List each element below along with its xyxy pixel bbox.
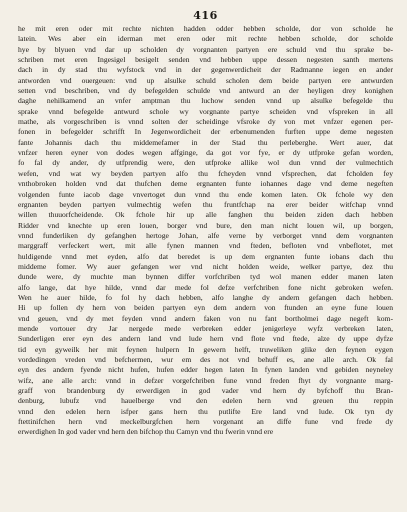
text-line: graff von brandenburg dy erwerdigen in god vader vnd hern dy byfchoff thu Bran- [18, 386, 393, 396]
text-line: Sunderligen erer eyn des andern land vnd lude hern vnd flote vnd ftede, alze dy uppe dyfze [18, 334, 393, 344]
text-line: daghe nehilkamend an vnfer amptman thu luchow senden vnnd up alsulke befegelde thu [18, 96, 393, 106]
page-number: 416 [193, 9, 218, 22]
text-line: Wen he auer hilde, fo fol hy dach hebben, alfo langhe dy andern gefangen dach hebben. [18, 292, 393, 302]
text-line: dunde were, dy muchte man bynnen differ vorfchriben tyd wol manen edder manen laten [18, 272, 393, 282]
text-line: vordedingen vreden vnd befchermen, wur em des not vnd behuff es, ane alle arch. Ok fal [18, 355, 393, 364]
text-line: vnnd den edelen hern isfper gans hern thu putlifte Ere land vnd lude. Ok tyn dy [18, 406, 393, 416]
text-line: middeme fomer. Wy auer gefangen wer vnd nicht holden weide, welker partye, dez thu [18, 261, 393, 271]
text-line: Ridder vnd knechte up eren louen, borger vnd bure, den man nicht louen wil, up borgen, [18, 220, 393, 230]
text-line: eyn des andern fyende nicht hufen, hufen edder hegen laten In fynen landen vnd gebiden neyneley [18, 365, 393, 375]
text-line: erwerdighen In god vader vnd hern den bifchop thu Camyn vnd thu fwerin vnnd ere [18, 427, 274, 437]
text-line: tid eyn gyweilk her mit feynen hulpern In gewern helft, truweliken glike den feynen eygen [18, 344, 393, 354]
text-line: schriben met eren Ingesigel besigelt senden vnd hebben uppe dessen negesten santh mertens [18, 55, 393, 65]
text-line: vnd geuen, vnd dy met feyden vnnd andern faken von nu fant bortholmei dage negeft kom- [18, 313, 393, 323]
text-line: ftettinifchen hern vnd meckelburgfchen hern vorgenant an diffe fune vnd frede dy [18, 417, 393, 427]
text-line: vnthobroken holden vnd dat thufchen deme ergnanten funte iohannes dage vnd deme negeften [18, 179, 393, 189]
text-line: fo fal dy ander, dy utfprendig were, den utfproke allike wol dun vnnd der vulmechtich [18, 158, 393, 168]
text-line: denburg, lubufz vnd hauelberge vnd den edelen hern vnd greuen thu reppin [18, 396, 393, 406]
text-line: marggraff verfeckert wert, mit alle fynen mannen vnd fteden, befloten vnd vnbeflotet, met [18, 241, 393, 251]
text-line: fonen in befegelder schrifft In Jegenwordicheit der erbenumenden furften uppe deme negesten [18, 127, 393, 137]
text-line: volgenden funte iacob dage vnvertoget dun vnnd thu ende komen laten. Ok fchole wy den [18, 189, 393, 199]
text-line: mathe, als vorgeschriben is vnnd solten der scheidinge vfsroke dy von met vnfzer egenen per- [18, 117, 393, 127]
text-line: willen thuuorfcheidende. Ok fchole hir up alle fanghen thu beiden ziden dach hebben [18, 210, 393, 220]
text-line: hye by blyuen vnd dar up scholden dy vorgnanten partyen ere schuld vnd thu sprake be- [18, 44, 393, 54]
text-line: huldigende vnnd met eyden, alfo dat beredet is up dem ergnanten funte iobans dach thu [18, 251, 393, 261]
text-line: Hi up follen dy hern von beiden partyen eyn dem andern von ftunden an eyne fune louen [18, 303, 393, 313]
body-text [18, 24, 393, 438]
text-line: he mit eren oder mit rechte nichten hadden odder hebben scholde, dor von scholde he [18, 24, 393, 33]
text-line: dach in dy stad thu wyfstock vnd in der gegenwerdicheit der Radmanne iegen en ander [18, 65, 393, 75]
text-line: wifz, ane alle arch: vnnd in defzer vorgefchriben fune vnnd freden fhyt dy vorgnante marg- [18, 375, 393, 385]
text-line: vnnd funderliken dy gefanghen hertoge Johan, alfe verne by verborget vnnd dem vorgnanten [18, 230, 393, 240]
text-line: latein. Wes aber ein iderman met eren oder mit rechte hebben scholde, dor scholde [18, 34, 393, 44]
text-line: setten vnd beschriben, vnd dy befegelden schulde vnd antwurd an der heyligen drey konighen [18, 86, 393, 96]
text-line: mende vortouer dry Jar nergede mede verbreken edder jenigerleye wyfz verbreken laten, [18, 323, 393, 333]
text-line: sprake vnnd befegelde antwurd schole wy vorgnante partye scheiden vnd vfspreken in all [18, 106, 393, 116]
text-line: antworden vnd ouergeuen: vnd up alsulke schuld scholen dem beide partyen ere antwurden [18, 75, 393, 85]
text-line: ergnanten beyden partyen vulmechtig wefen thu fruntfchap na erer beider witfchap vnnd [18, 199, 393, 209]
text-line: vnfzer heren eyner von dodes wegen affginge, da got vor fye, er dy utfproke gefan worden, [18, 148, 393, 158]
text-line: wefen, vnd wat wy beyden partyen alfo thu fcheyden vnnd vfsprechen, dat fcholden fey [18, 168, 393, 178]
text-line: alfo lange, dat hye hilde, vnnd dar mede fol defze verfchriben fone nicht gebroken wefen. [18, 282, 393, 292]
text-line: fante Johannis dach thu middemefamer in der Stad thu perleberghe. Wert auer, dat [18, 137, 393, 147]
